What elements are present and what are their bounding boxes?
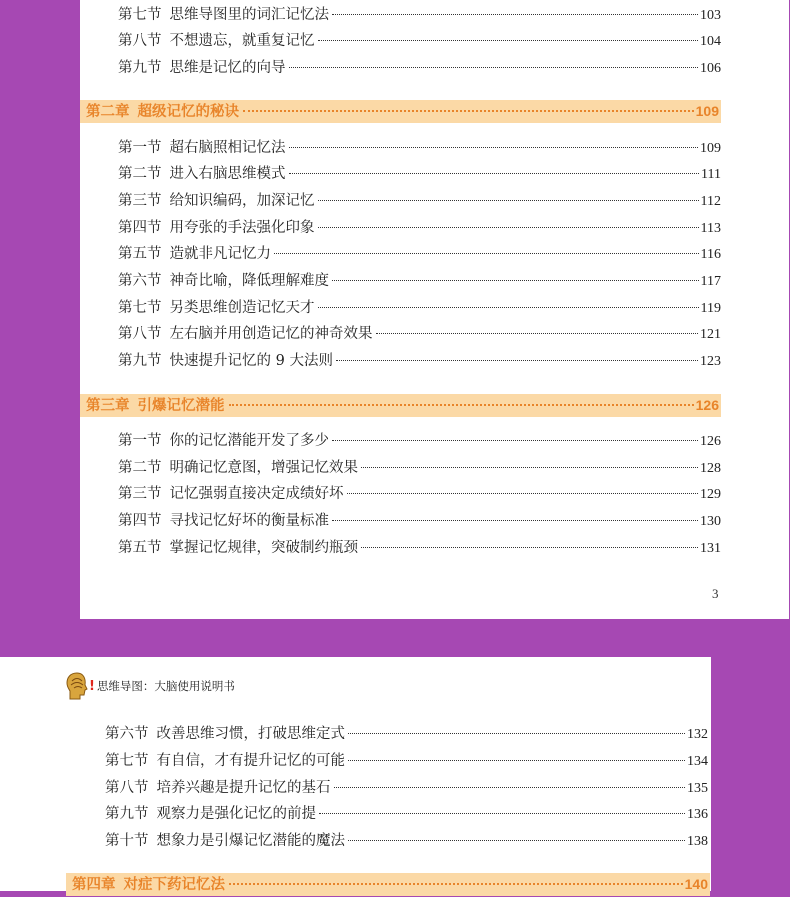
toc-entry[interactable]: 第九节 快速提升记忆的 9 大法则 123 — [118, 353, 721, 369]
head-logo-icon — [66, 671, 88, 701]
exclamation-mark: ! — [89, 678, 95, 694]
leader-dots — [274, 252, 699, 254]
leader-dots — [243, 109, 694, 112]
toc-entry[interactable]: 第九节 思维是记忆的向导 106 — [118, 60, 721, 76]
toc-entry[interactable]: 第八节 左右脑并用创造记忆的神奇效果 121 — [118, 326, 721, 342]
leader-dots — [318, 39, 699, 41]
leader-dots — [348, 759, 685, 761]
toc-entry[interactable]: 第八节 培养兴趣是提升记忆的基石 135 — [105, 780, 708, 796]
leader-dots — [376, 332, 699, 334]
toc-entry[interactable]: 第七节 另类思维创造记忆天才 119 — [118, 300, 721, 316]
toc-entry[interactable]: 第七节 有自信，才有提升记忆的可能 134 — [105, 753, 708, 769]
leader-dots — [361, 546, 698, 548]
toc-entry[interactable]: 第五节 造就非凡记忆力 116 — [118, 246, 721, 262]
leader-dots — [229, 882, 683, 885]
leader-dots — [348, 732, 685, 734]
leader-dots — [332, 279, 699, 281]
toc-entry[interactable]: 第二节 进入右脑思维模式 111 — [118, 166, 721, 182]
leader-dots — [289, 146, 699, 148]
toc-entry[interactable]: 第七节 思维导图里的词汇记忆法 103 — [118, 7, 721, 23]
toc-entry[interactable]: 第四节 用夸张的手法强化印象 113 — [118, 220, 721, 236]
leader-dots — [229, 403, 694, 406]
page-number: 3 — [712, 586, 719, 601]
leader-dots — [318, 199, 699, 201]
leader-dots — [318, 306, 699, 308]
toc-entry[interactable]: 第九节 观察力是强化记忆的前提 136 — [105, 806, 708, 822]
leader-dots — [318, 226, 699, 228]
book-title: 思维导图：大脑使用说明书 — [96, 679, 235, 693]
leader-dots — [319, 812, 685, 814]
leader-dots — [334, 786, 686, 788]
running-header — [66, 670, 235, 702]
toc-entry[interactable]: 第一节 超右脑照相记忆法 109 — [118, 140, 721, 156]
chapter-heading[interactable]: 第二章 超级记忆的秘诀 109 — [80, 100, 721, 123]
leader-dots — [336, 359, 698, 361]
toc-entry[interactable]: 第一节 你的记忆潜能开发了多少 126 — [118, 433, 721, 449]
toc-entry[interactable]: 第三节 给知识编码，加深记忆 112 — [118, 193, 721, 209]
leader-dots — [348, 839, 685, 841]
leader-dots — [361, 466, 698, 468]
leader-dots — [332, 13, 698, 15]
leader-dots — [289, 172, 700, 174]
leader-dots — [332, 519, 698, 521]
leader-dots — [289, 66, 699, 68]
toc-entry[interactable]: 第八节 不想遗忘，就重复记忆 104 — [118, 33, 721, 49]
leader-dots — [332, 439, 698, 441]
toc-entry[interactable]: 第二节 明确记忆意图，增强记忆效果 128 — [118, 460, 721, 476]
toc-entry[interactable]: 第三节 记忆强弱直接决定成绩好坏 129 — [118, 486, 721, 502]
toc-entry[interactable]: 第六节 神奇比喻，降低理解难度 117 — [118, 273, 721, 289]
toc-entry[interactable]: 第五节 掌握记忆规律，突破制约瓶颈 131 — [118, 540, 721, 556]
chapter-heading[interactable]: 第三章 引爆记忆潜能 126 — [80, 394, 721, 417]
chapter-heading[interactable]: 第四章 对症下药记忆法 140 — [66, 873, 710, 896]
leader-dots — [347, 492, 699, 494]
toc-entry[interactable]: 第十节 想象力是引爆记忆潜能的魔法 138 — [105, 833, 708, 849]
toc-entry[interactable]: 第四节 寻找记忆好坏的衡量标准 130 — [118, 513, 721, 529]
toc-entry[interactable]: 第六节 改善思维习惯，打破思维定式 132 — [105, 726, 708, 742]
